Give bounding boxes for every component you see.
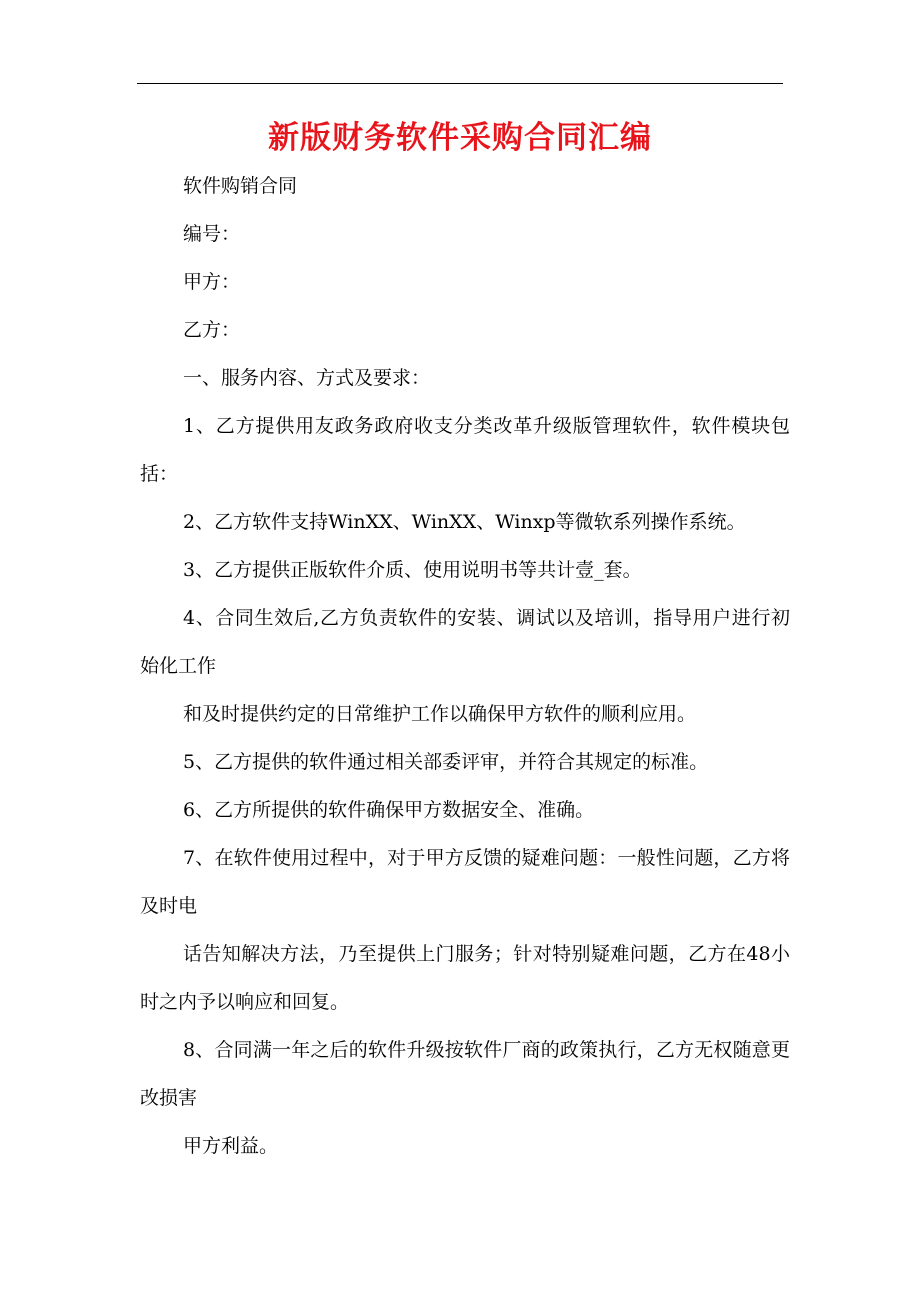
paragraph-item-6: 6、乙方所提供的软件确保甲方数据安全、准确。 (183, 799, 595, 821)
paragraph-item-1: 1、乙方提供用友政务政府收支分类改革升级版管理软件，软件模块包括： (140, 415, 790, 485)
paragraph-item-8: 8、合同满一年之后的软件升级按软件厂商的政策执行，乙方无权随意更改损害 (140, 1039, 790, 1109)
paragraph-item-8-continued: 甲方利益。 (183, 1135, 279, 1157)
paragraph-section-1: 一、服务内容、方式及要求： (183, 367, 431, 389)
paragraph-number: 编号： (183, 223, 241, 245)
paragraph-item-3: 3、乙方提供正版软件介质、使用说明书等共计壹_套。 (183, 559, 642, 581)
header-rule (137, 83, 783, 84)
paragraph-item-2: 2、乙方软件支持WinXX、WinXX、Winxp等微软系列操作系统。 (183, 511, 746, 533)
paragraph-contract-heading: 软件购销合同 (183, 175, 298, 197)
paragraph-item-7: 7、在软件使用过程中，对于甲方反馈的疑难问题：一般性问题，乙方将及时电 (140, 847, 790, 917)
paragraph-item-4-continued: 和及时提供约定的日常维护工作以确保甲方软件的顺利应用。 (183, 703, 697, 725)
document-body (140, 162, 790, 1170)
paragraph-item-5: 5、乙方提供的软件通过相关部委评审，并符合其规定的标准。 (183, 751, 709, 773)
document-title: 新版财务软件采购合同汇编 (268, 120, 652, 156)
paragraph-party-a: 甲方： (183, 271, 241, 293)
paragraph-party-b: 乙方： (183, 319, 241, 341)
paragraph-item-4: 4、合同生效后,乙方负责软件的安装、调试以及培训，指导用户进行初始化工作 (140, 607, 790, 677)
paragraph-item-7-continued: 话告知解决方法，乃至提供上门服务；针对特别疑难问题，乙方在48小时之内予以响应和回复。 (140, 943, 790, 1013)
